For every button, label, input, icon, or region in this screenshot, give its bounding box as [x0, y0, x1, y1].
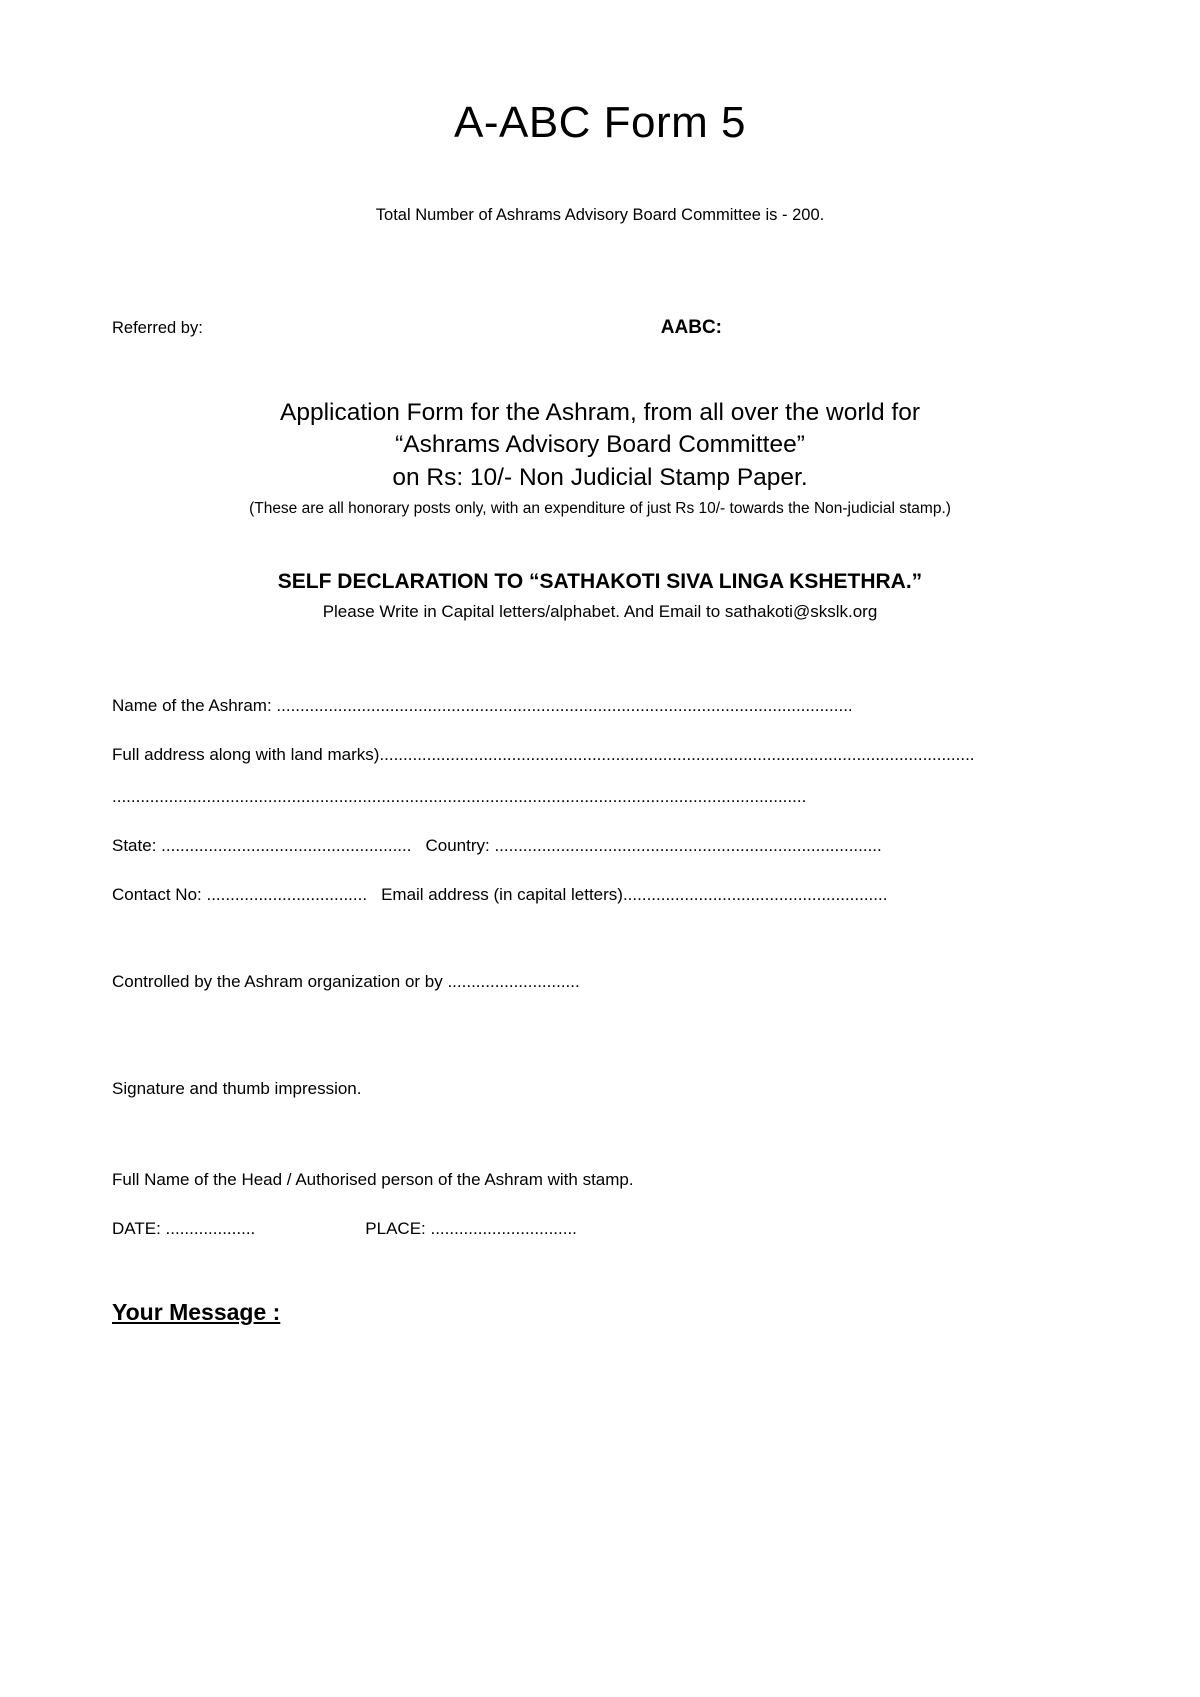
aabc-label: AABC: [660, 317, 723, 338]
field-full-name [112, 1170, 1090, 1190]
page-title: A-ABC Form 5 [453, 98, 747, 147]
form-fields [0, 696, 1200, 1239]
address-input[interactable]: .............................................................................................................................. [379, 744, 975, 764]
declaration-block [0, 570, 1200, 622]
email-input[interactable]: ........................................................ [622, 884, 888, 904]
place-input[interactable]: ............................... [425, 1218, 577, 1238]
referred-row [0, 317, 1200, 339]
field-address-line2 [112, 787, 1090, 807]
field-contact-email [112, 885, 1090, 905]
ashram-name-input[interactable]: .......................................................................................................................... [271, 695, 853, 715]
email-label: Email address (in capital letters) [381, 884, 623, 904]
country-label: Country: [425, 835, 490, 855]
address-line2-input[interactable]: ................................................................................................................................................... [112, 786, 807, 806]
field-address [112, 745, 1090, 765]
message-heading: Your Message : [112, 1298, 281, 1325]
controlled-by-text: Controlled by the Ashram organization or by ............................ [112, 971, 580, 991]
application-note: (These are all honorary posts only, with an expenditure of just Rs 10/- towards the Non-judicial stamp.) [249, 499, 951, 517]
date-label: DATE: [112, 1218, 161, 1238]
state-input[interactable]: ..................................................... [156, 835, 412, 855]
contact-label: Contact No: [112, 884, 202, 904]
application-heading-block [0, 397, 1200, 518]
signature-label: Signature and thumb impression. [112, 1078, 362, 1098]
referred-by-label: Referred by: [112, 319, 203, 337]
declaration-instruction: Please Write in Capital letters/alphabet. And Email to sathakoti@skslk.org [322, 601, 878, 621]
date-input[interactable]: ................... [160, 1218, 256, 1238]
field-state-country [112, 836, 1090, 856]
address-label: Full address along with land marks) [112, 744, 380, 764]
field-ashram-name [112, 696, 1090, 716]
contact-input[interactable]: .................................. [201, 884, 368, 904]
state-label: State: [112, 835, 157, 855]
field-signature [112, 1079, 1090, 1099]
declaration-title: SELF DECLARATION TO “SATHAKOTI SIVA LINGA KSHETHRA.” [277, 569, 923, 593]
field-controlled-by[interactable] [112, 972, 1090, 992]
application-line-2: “Ashrams Advisory Board Committee” [395, 431, 805, 459]
place-label: PLACE: [365, 1218, 426, 1238]
country-input[interactable]: .................................................................................. [489, 835, 882, 855]
application-line-1: Application Form for the Ashram, from all over the world for [280, 399, 920, 426]
ashram-name-label: Name of the Ashram: [112, 695, 272, 715]
full-name-label: Full Name of the Head / Authorised person of the Ashram with stamp. [112, 1169, 634, 1189]
field-date-place [112, 1219, 1090, 1239]
application-line-3: on Rs: 10/- Non Judicial Stamp Paper. [392, 463, 808, 491]
committee-count-line: Total Number of Ashrams Advisory Board Committee is - 200. [375, 206, 825, 224]
